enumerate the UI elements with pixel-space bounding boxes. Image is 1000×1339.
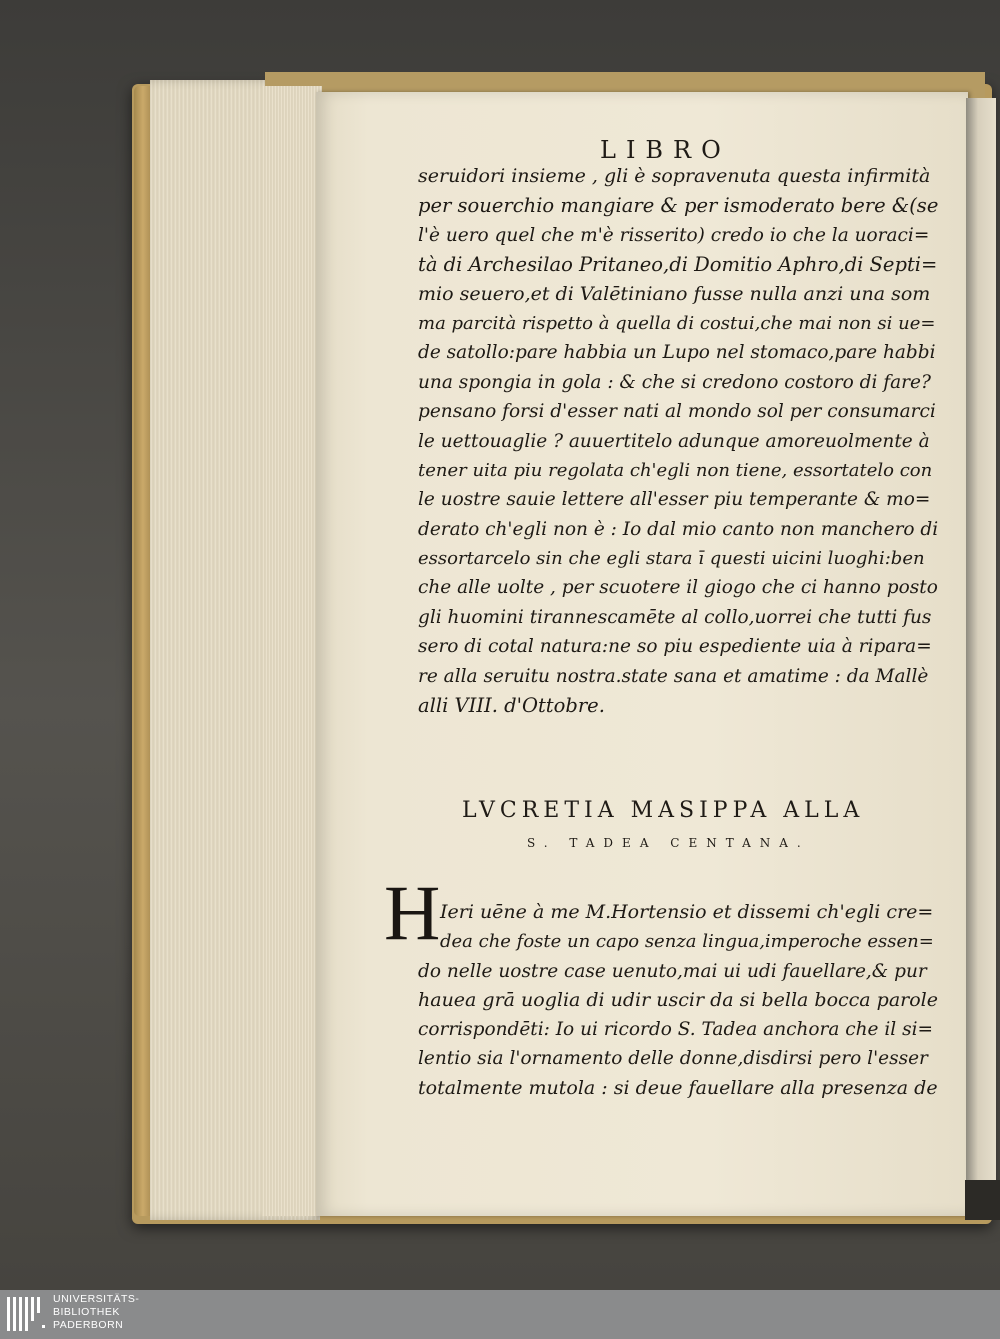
text-line: l'è uero quel che m'è risserito) credo io che la uoraci= <box>418 224 930 246</box>
facing-page-edge <box>966 98 996 1208</box>
body-text <box>418 162 938 720</box>
text-line: de satollo:pare habbia un Lupo nel stomaco,pare habbi <box>418 342 936 364</box>
text-line: essortarcelo sin che egli stara ī questi uicini luoghi:ben <box>418 548 925 570</box>
text-line: Ieri uēne à me M.Hortensio et dissemi ch'egli cre= <box>440 901 934 923</box>
institution-line: BIBLIOTHEK <box>53 1306 120 1318</box>
text-line: le uettouaglie ? auuertitelo adunque amoreuolmente à <box>418 430 930 452</box>
text-line: re alla seruitu nostra.state sana et amatime : da Mallè <box>418 665 929 687</box>
text-line: pensano forsi d'esser nati al mondo sol per consumarci <box>418 401 936 423</box>
shadow-corner <box>965 1180 1000 1220</box>
text-line: ma parcità rispetto à quella di costui,che mai non si ue= <box>418 312 936 334</box>
text-line: do nelle uostre case uenuto,mai ui udi fauellare,& pur <box>418 960 927 982</box>
institution-name <box>53 1293 139 1332</box>
text-line: per souerchio mangiare & per ismoderato bere &(se <box>418 194 939 218</box>
text-line: totalmente mutola : si deue fauellare alla presenza de <box>418 1076 938 1099</box>
text-line: sero di cotal natura:ne so piu espediente uia à ripara= <box>418 636 932 658</box>
institution-line: UNIVERSITÄTS- <box>53 1293 140 1305</box>
text-line: lentio sia l'ornamento delle donne,disdirsi pero l'esser <box>418 1048 928 1070</box>
text-line: alli VIII. d'Ottobre. <box>418 694 605 718</box>
library-logo-icon <box>6 1295 46 1335</box>
letter-text <box>418 898 938 1103</box>
show-through-mark <box>770 114 775 133</box>
text-line: seruidori insieme , gli è sopravenuta questa infirmità <box>418 165 931 187</box>
page-edges <box>262 86 322 1216</box>
institution-line: PADERBORN <box>53 1319 124 1331</box>
footer-bar <box>0 1290 1000 1339</box>
text-line: mio seuero,et di Valētiniano fusse nulla anzi una som <box>418 282 931 305</box>
text-line: corrispondēti: Io ui ricordo S. Tadea anchora che il si= <box>418 1019 934 1041</box>
text-line: derato ch'egli non è : Io dal mio canto non manchero di <box>418 518 939 540</box>
text-line: tener uita piu regolata ch'egli non tiene, essortatelo con <box>418 459 933 481</box>
text-line: le uostre sauie lettere all'esser piu temperante & mo= <box>418 489 931 511</box>
page-header-title: LIBRO <box>600 136 731 164</box>
text-line: una spongia in gola : & che si credono costoro di fare? <box>418 371 931 393</box>
text-line: dea che foste un capo senza lingua,imperoche essen= <box>440 931 934 953</box>
text-line: che alle uolte , per scuotere il giogo che ci hanno posto <box>418 577 938 599</box>
text-line: hauea grā uoglia di udir uscir da si bella bocca parole <box>418 988 938 1011</box>
text-line: gli huomini tirannescamēte al collo,uorrei che tutti fus <box>418 606 932 628</box>
letter-heading: LVCRETIA MASIPPA ALLA <box>462 798 865 823</box>
letter-subheading: S. TADEA CENTANA. <box>527 836 810 850</box>
text-line: tà di Archesilao Pritaneo,di Domitio Aphro,di Septi= <box>418 253 938 277</box>
drop-capital: H <box>384 869 441 956</box>
